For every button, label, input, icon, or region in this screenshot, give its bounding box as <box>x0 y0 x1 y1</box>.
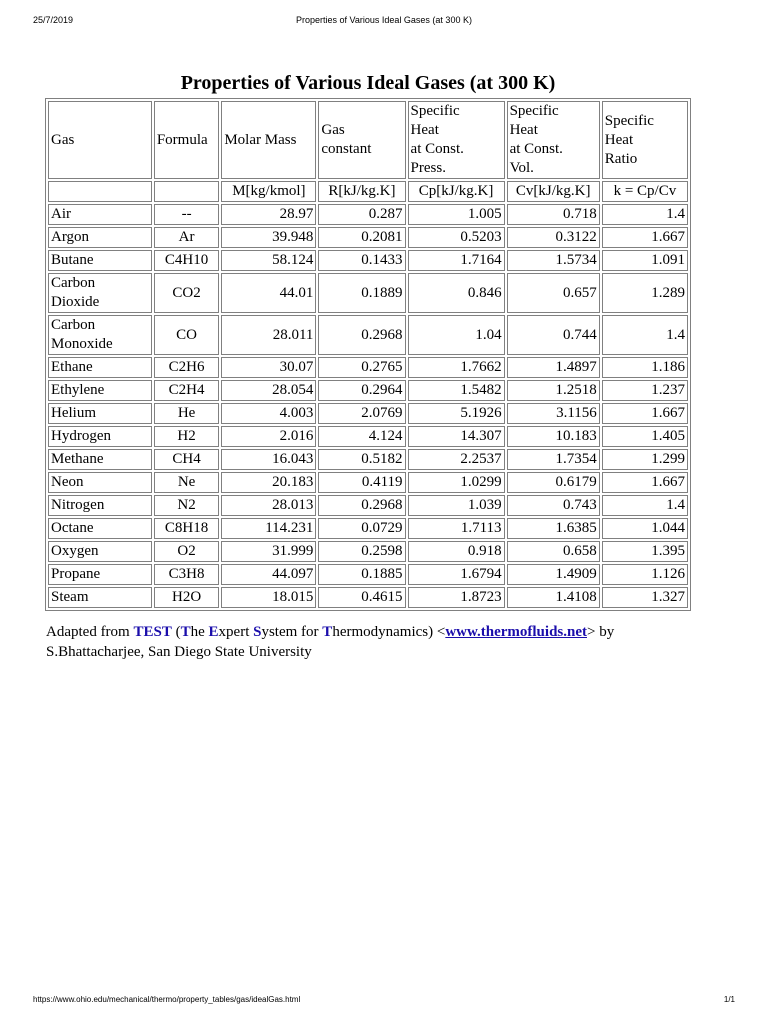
table-row <box>48 227 688 248</box>
cell-gas-line: Butane <box>51 252 94 268</box>
cell-molar-mass: 44.01 <box>221 273 316 313</box>
header-cv-line: Specific <box>509 103 559 119</box>
header-cp-line: at Const. <box>410 141 464 157</box>
cell-formula: C4H10 <box>154 250 219 271</box>
cell-gas-line: Dioxide <box>51 294 100 310</box>
cell-gas <box>48 227 152 248</box>
cell-formula: H2 <box>154 426 219 447</box>
cell-cv: 0.658 <box>507 541 600 562</box>
cell-gas <box>48 250 152 271</box>
cell-k: 1.044 <box>602 518 688 539</box>
header-k <box>602 101 688 179</box>
cell-gas-line: Steam <box>51 589 89 605</box>
cell-gas-line: Ethylene <box>51 382 105 398</box>
cell-gas-line: Neon <box>51 474 84 490</box>
cell-molar-mass: 114.231 <box>221 518 316 539</box>
thermofluids-link[interactable]: www.thermofluids.net <box>445 624 587 640</box>
print-date: 25/7/2019 <box>33 15 74 25</box>
cell-cp: 1.039 <box>408 495 505 516</box>
table-row <box>48 204 688 225</box>
cell-gas-line: Monoxide <box>51 336 113 352</box>
table-row <box>48 587 688 608</box>
header-cp-line: Press. <box>410 160 446 176</box>
table-row <box>48 357 688 378</box>
cell-cp: 14.307 <box>408 426 505 447</box>
credit-author: S.Bhattacharjee, San Diego State University <box>46 644 312 660</box>
cell-formula: -- <box>154 204 219 225</box>
table-row <box>48 472 688 493</box>
cell-gas <box>48 315 152 355</box>
cell-cp: 5.1926 <box>408 403 505 424</box>
credit-by: > by <box>587 624 615 640</box>
cell-gas <box>48 380 152 401</box>
cell-cv: 0.743 <box>507 495 600 516</box>
cell-cv: 1.6385 <box>507 518 600 539</box>
unit-molar-mass: M[kg/kmol] <box>221 181 316 202</box>
table-row <box>48 564 688 585</box>
cell-gas-constant: 0.4615 <box>318 587 405 608</box>
cell-gas <box>48 495 152 516</box>
cell-molar-mass: 28.013 <box>221 495 316 516</box>
table-row <box>48 426 688 447</box>
cell-cp: 1.04 <box>408 315 505 355</box>
print-url: https://www.ohio.edu/mechanical/thermo/property_tables/gas/idealGas.html <box>33 995 301 1004</box>
cell-cv: 1.5734 <box>507 250 600 271</box>
cell-cv: 1.4897 <box>507 357 600 378</box>
cell-cv: 1.4909 <box>507 564 600 585</box>
cell-gas-line: Propane <box>51 566 101 582</box>
table-row <box>48 518 688 539</box>
cell-gas-constant: 0.2968 <box>318 315 405 355</box>
cell-molar-mass: 20.183 <box>221 472 316 493</box>
table-row <box>48 449 688 470</box>
table-row <box>48 541 688 562</box>
cell-cp: 2.2537 <box>408 449 505 470</box>
cell-molar-mass: 39.948 <box>221 227 316 248</box>
cell-gas-line: Helium <box>51 405 96 421</box>
cell-gas-constant: 0.1433 <box>318 250 405 271</box>
credit-letter-s: S <box>253 624 262 640</box>
cell-gas-constant: 0.4119 <box>318 472 405 493</box>
cell-formula: He <box>154 403 219 424</box>
cell-k: 1.237 <box>602 380 688 401</box>
cell-gas-constant: 0.0729 <box>318 518 405 539</box>
print-header <box>33 15 735 29</box>
cell-gas-constant: 0.287 <box>318 204 405 225</box>
cell-cp: 1.7164 <box>408 250 505 271</box>
cell-formula: CH4 <box>154 449 219 470</box>
table-row <box>48 315 688 355</box>
cell-formula: C3H8 <box>154 564 219 585</box>
cell-gas-constant: 2.0769 <box>318 403 405 424</box>
cell-gas <box>48 449 152 470</box>
cell-molar-mass: 18.015 <box>221 587 316 608</box>
header-formula: Formula <box>154 101 219 179</box>
header-molar-mass: Molar Mass <box>221 101 316 179</box>
cell-gas-constant: 0.2598 <box>318 541 405 562</box>
unit-cv: Cv[kJ/kg.K] <box>507 181 600 202</box>
credit-paren: ( <box>171 624 181 640</box>
cell-cv: 3.1156 <box>507 403 600 424</box>
credit-he: he <box>190 624 209 640</box>
cell-cv: 1.2518 <box>507 380 600 401</box>
credit-xpert: xpert <box>218 624 254 640</box>
cell-cp: 1.0299 <box>408 472 505 493</box>
cell-cp: 0.918 <box>408 541 505 562</box>
cell-gas-line: Octane <box>51 520 94 536</box>
credit-text <box>46 622 726 662</box>
cell-formula: Ne <box>154 472 219 493</box>
cell-gas-line: Carbon <box>51 275 96 291</box>
page-title: Properties of Various Ideal Gases (at 300 K) <box>180 72 556 94</box>
cell-gas-line: Hydrogen <box>51 428 111 444</box>
cell-gas-line: Air <box>51 206 71 222</box>
cell-cp: 0.5203 <box>408 227 505 248</box>
header-k-line: Specific <box>604 112 654 129</box>
cell-molar-mass: 4.003 <box>221 403 316 424</box>
cell-gas <box>48 541 152 562</box>
cell-formula: H2O <box>154 587 219 608</box>
cell-gas-constant: 0.5182 <box>318 449 405 470</box>
cell-cv: 1.4108 <box>507 587 600 608</box>
unit-k: k = Cp/Cv <box>602 181 688 202</box>
cell-formula: C8H18 <box>154 518 219 539</box>
cell-molar-mass: 58.124 <box>221 250 316 271</box>
credit-test-acronym: TEST <box>133 624 172 640</box>
cell-gas-constant: 0.2765 <box>318 357 405 378</box>
cell-molar-mass: 28.011 <box>221 315 316 355</box>
cell-cv: 0.3122 <box>507 227 600 248</box>
header-cp <box>408 101 505 179</box>
cell-gas-line: Carbon <box>51 317 96 333</box>
cell-k: 1.299 <box>602 449 688 470</box>
table-row <box>48 273 688 313</box>
credit-adapted: Adapted from <box>46 624 134 640</box>
cell-formula: C2H6 <box>154 357 219 378</box>
cell-gas-constant: 0.2968 <box>318 495 405 516</box>
cell-gas-line: Argon <box>51 229 90 245</box>
cell-k: 1.4 <box>602 315 688 355</box>
credit-letter-e: E <box>208 624 219 640</box>
table-row <box>48 495 688 516</box>
cell-formula: Ar <box>154 227 219 248</box>
cell-k: 1.4 <box>602 495 688 516</box>
cell-cp: 1.6794 <box>408 564 505 585</box>
cell-gas-line: Ethane <box>51 359 93 375</box>
cell-cv: 0.657 <box>507 273 600 313</box>
table-header-row <box>48 101 688 179</box>
cell-cv: 1.7354 <box>507 449 600 470</box>
cell-k: 1.667 <box>602 472 688 493</box>
cell-k: 1.327 <box>602 587 688 608</box>
cell-cv: 10.183 <box>507 426 600 447</box>
header-gas-constant-line: constant <box>321 141 372 157</box>
cell-k: 1.186 <box>602 357 688 378</box>
cell-molar-mass: 28.97 <box>221 204 316 225</box>
header-k-line: Heat <box>604 131 634 148</box>
cell-gas <box>48 273 152 313</box>
cell-gas <box>48 564 152 585</box>
header-cv <box>507 101 600 179</box>
cell-k: 1.395 <box>602 541 688 562</box>
credit-hermo: hermodynamics) < <box>332 624 446 640</box>
print-doc-title: Properties of Various Ideal Gases (at 300 K) <box>296 15 472 25</box>
unit-formula <box>154 181 219 202</box>
cell-gas-line: Oxygen <box>51 543 99 559</box>
cell-gas-constant: 0.2081 <box>318 227 405 248</box>
cell-cv: 0.6179 <box>507 472 600 493</box>
cell-formula: N2 <box>154 495 219 516</box>
header-cv-line: Heat <box>509 122 538 138</box>
cell-k: 1.091 <box>602 250 688 271</box>
unit-gas <box>48 181 152 202</box>
cell-gas-constant: 0.1889 <box>318 273 405 313</box>
cell-gas-constant: 4.124 <box>318 426 405 447</box>
cell-k: 1.126 <box>602 564 688 585</box>
cell-cp: 1.7113 <box>408 518 505 539</box>
cell-gas-constant: 0.1885 <box>318 564 405 585</box>
cell-formula: O2 <box>154 541 219 562</box>
cell-k: 1.405 <box>602 426 688 447</box>
cell-cp: 1.8723 <box>408 587 505 608</box>
cell-k: 1.667 <box>602 227 688 248</box>
credit-ystem: ystem for <box>261 624 323 640</box>
cell-gas <box>48 204 152 225</box>
cell-gas <box>48 472 152 493</box>
cell-molar-mass: 30.07 <box>221 357 316 378</box>
cell-cp: 1.7662 <box>408 357 505 378</box>
cell-cp: 1.005 <box>408 204 505 225</box>
table-row <box>48 380 688 401</box>
cell-molar-mass: 16.043 <box>221 449 316 470</box>
credit-letter-t: T <box>180 624 191 640</box>
cell-gas <box>48 403 152 424</box>
cell-gas <box>48 587 152 608</box>
cell-formula: CO <box>154 315 219 355</box>
credit-letter-t2: T <box>322 624 333 640</box>
cell-cv: 0.718 <box>507 204 600 225</box>
cell-cp: 0.846 <box>408 273 505 313</box>
cell-gas-line: Methane <box>51 451 104 467</box>
table-row <box>48 250 688 271</box>
cell-molar-mass: 44.097 <box>221 564 316 585</box>
gas-properties-table <box>45 98 691 611</box>
header-cv-line: Vol. <box>509 160 534 176</box>
cell-gas-constant: 0.2964 <box>318 380 405 401</box>
cell-molar-mass: 2.016 <box>221 426 316 447</box>
header-gas-constant-line: Gas <box>321 122 345 138</box>
print-footer <box>33 995 735 1009</box>
cell-gas <box>48 518 152 539</box>
cell-gas-line: Nitrogen <box>51 497 105 513</box>
unit-cp: Cp[kJ/kg.K] <box>408 181 505 202</box>
header-cp-line: Heat <box>410 122 439 138</box>
cell-molar-mass: 31.999 <box>221 541 316 562</box>
cell-molar-mass: 28.054 <box>221 380 316 401</box>
table-row <box>48 403 688 424</box>
cell-formula: C2H4 <box>154 380 219 401</box>
cell-k: 1.289 <box>602 273 688 313</box>
header-gas-constant <box>318 101 405 179</box>
unit-gas-constant: R[kJ/kg.K] <box>318 181 405 202</box>
cell-formula: CO2 <box>154 273 219 313</box>
cell-k: 1.667 <box>602 403 688 424</box>
cell-gas <box>48 357 152 378</box>
print-page-number: 1/1 <box>723 995 735 1004</box>
header-cv-line: at Const. <box>509 141 563 157</box>
cell-gas <box>48 426 152 447</box>
cell-cv: 0.744 <box>507 315 600 355</box>
header-cp-line: Specific <box>410 103 460 119</box>
header-k-line: Ratio <box>604 150 638 167</box>
cell-cp: 1.5482 <box>408 380 505 401</box>
header-gas: Gas <box>48 101 152 179</box>
table-units-row <box>48 181 688 202</box>
cell-k: 1.4 <box>602 204 688 225</box>
